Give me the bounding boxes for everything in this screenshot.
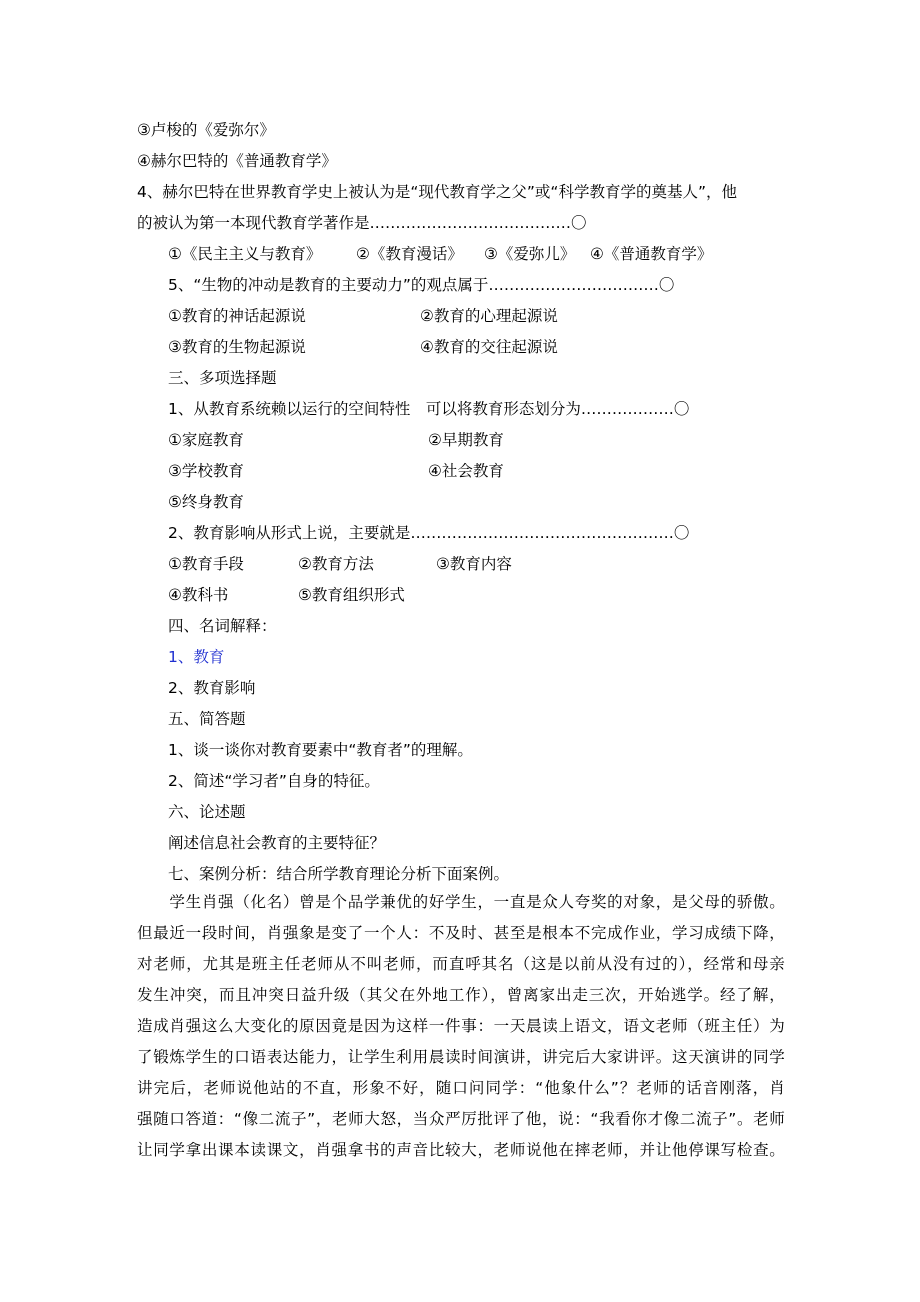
case-line: 对老师，尤其是班主任老师从不叫老师，而直呼其名（这是以前从没有过的），经常和母亲 bbox=[137, 955, 785, 973]
q5-stem: 5、“生物的冲动是教育的主要动力”的观点属于……………………………〇 bbox=[168, 276, 675, 294]
case-line: 发生冲突，而且冲突日益升级（其父在外地工作），曾离家出走三次，开始逃学。经了解， bbox=[137, 986, 785, 1004]
m2-option-2: ②教育方法 bbox=[298, 555, 374, 573]
q5-option-4: ④教育的交往起源说 bbox=[420, 338, 558, 356]
q3-option-3: ③卢梭的《爱弥尔》 bbox=[137, 121, 275, 139]
case-line: 学生肖强（化名）曾是个品学兼优的好学生，一直是众人夸奖的对象，是父母的骄傲。 bbox=[137, 893, 785, 911]
q4-option-3: ③《爱弥儿》 bbox=[484, 245, 576, 263]
short-answer-2: 2、简述“学习者”自身的特征。 bbox=[168, 772, 380, 790]
m1-option-2: ②早期教育 bbox=[428, 431, 504, 449]
short-answer-1: 1、谈一谈你对教育要素中“教育者”的理解。 bbox=[168, 741, 473, 759]
q4-option-4: ④《普通教育学》 bbox=[590, 245, 713, 263]
q5-option-3: ③教育的生物起源说 bbox=[168, 338, 306, 356]
m1-stem: 1、从教育系统赖以运行的空间特性 可以将教育形态划分为………………〇 bbox=[168, 400, 690, 418]
term-2: 2、教育影响 bbox=[168, 679, 256, 697]
q4-option-2: ②《教育漫话》 bbox=[356, 245, 463, 263]
case-paragraph bbox=[137, 887, 785, 1166]
q4-option-1: ①《民主主义与教育》 bbox=[168, 245, 322, 263]
m1-option-3: ③学校教育 bbox=[168, 462, 244, 480]
m2-stem: 2、教育影响从形式上说，主要就是……………………………………………〇 bbox=[168, 524, 690, 542]
q5-option-1: ①教育的神话起源说 bbox=[168, 307, 306, 325]
essay-question: 阐述信息社会教育的主要特征？ bbox=[168, 834, 386, 852]
m1-option-1: ①家庭教育 bbox=[168, 431, 244, 449]
m1-option-4: ④社会教育 bbox=[428, 462, 504, 480]
m2-option-3: ③教育内容 bbox=[436, 555, 512, 573]
m2-option-4: ④教科书 bbox=[168, 586, 229, 604]
case-line: 了锻炼学生的口语表达能力，让学生利用晨读时间演讲，讲完后大家讲评。这天演讲的同学 bbox=[137, 1048, 785, 1066]
case-line: 强随口答道：“像二流子”，老师大怒，当众严厉批评了他，说：“我看你才像二流子”。老师 bbox=[137, 1110, 785, 1128]
term-1: 1、教育 bbox=[168, 648, 225, 666]
q4-stem-line-2: 的被认为第一本现代教育学著作是…………………………………〇 bbox=[137, 214, 587, 232]
case-line: 讲完后，老师说他站的不直，形象不好，随口问同学：“他象什么”？老师的话音刚落，肖 bbox=[137, 1079, 785, 1097]
m2-option-5: ⑤教育组织形式 bbox=[298, 586, 405, 604]
q4-stem-line-1: 4、赫尔巴特在世界教育学史上被认为是“现代教育学之父”或“科学教育学的奠基人”，他 bbox=[137, 183, 737, 201]
section-7-title: 七、案例分析：结合所学教育理论分析下面案例。 bbox=[168, 865, 510, 883]
section-6-title: 六、论述题 bbox=[168, 803, 246, 821]
section-5-title: 五、简答题 bbox=[168, 710, 246, 728]
case-line: 但最近一段时间，肖强象是变了一个人：不及时、甚至是根本不完成作业，学习成绩下降， bbox=[137, 924, 785, 942]
case-line: 造成肖强这么大变化的原因竟是因为这样一件事：一天晨读上语文，语文老师（班主任）为 bbox=[137, 1017, 785, 1035]
q3-option-4: ④赫尔巴特的《普通教育学》 bbox=[137, 152, 337, 170]
section-3-title: 三、多项选择题 bbox=[168, 369, 277, 387]
q5-option-2: ②教育的心理起源说 bbox=[420, 307, 558, 325]
case-line: 让同学拿出课本读课文，肖强拿书的声音比较大，老师说他在摔老师，并让他停课写检查。 bbox=[137, 1141, 785, 1159]
m1-option-5: ⑤终身教育 bbox=[168, 493, 244, 511]
m2-option-1: ①教育手段 bbox=[168, 555, 244, 573]
section-4-title: 四、名词解释： bbox=[168, 617, 277, 635]
